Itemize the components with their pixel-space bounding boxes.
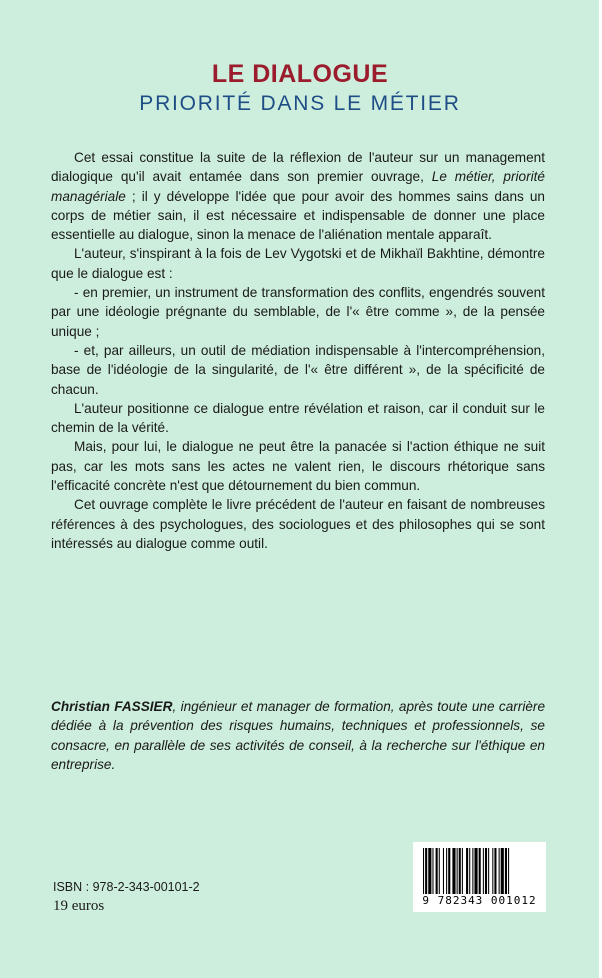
barcode-stripe	[459, 848, 461, 894]
barcode-stripe	[508, 848, 509, 894]
barcode-stripe	[423, 848, 424, 894]
barcode-stripe	[457, 848, 458, 894]
barcode-stripe	[483, 848, 484, 894]
paragraph-3: - en premier, un instrument de transformation des conflits, engendrés souvent par une idéologie prégnante du semblable, de l'« être comme », de la pensée unique ;	[51, 285, 545, 339]
book-subtitle: PRIORITÉ DANS LE MÉTIER	[139, 92, 461, 115]
book-title: LE DIALOGUE	[211, 60, 389, 88]
barcode-stripe	[462, 848, 463, 894]
barcode-number: 9 782343 001012	[422, 894, 537, 907]
barcode-stripe	[492, 848, 493, 894]
barcode-stripe	[452, 848, 455, 894]
barcode-stripe	[466, 848, 468, 894]
previous-book-title: Le métier, priorité managériale	[51, 169, 545, 204]
barcode-stripe	[485, 848, 487, 894]
barcode-stripe	[446, 848, 447, 894]
barcode-stripe	[448, 848, 450, 894]
barcode-stripe	[428, 848, 431, 894]
barcode-stripe	[499, 848, 500, 894]
barcode-stripe	[443, 848, 444, 894]
paragraph-5: L'auteur positionne ce dialogue entre révélation et raison, car il conduit sur le chemin de la vérité.	[51, 400, 545, 436]
barcode-stripe	[436, 848, 438, 894]
price: 19 euros	[53, 898, 105, 914]
paragraph-1: Cet essai constitue la suite de la réflexion de l'auteur sur un management dialogique qu'il avait entamée dans son premier ouvrage, Le métier, priorité managériale ; il y développe l'idée que pour avoir des hommes sains dans un corps de métier sain, il est nécessaire et indispensable de donner une place essentielle au dialogue, sinon la menace de l'aliénation mentale apparaît.	[51, 150, 545, 243]
barcode-stripe	[439, 848, 440, 894]
barcode-stripe	[474, 848, 477, 894]
paragraph-2: L'auteur, s'inspirant à la fois de Lev Vygotski et de Mikhaïl Bakhtine, démontre que le dialogue est :	[51, 246, 545, 281]
paragraph-4: - et, par ailleurs, un outil de médiation indispensable à l'intercompréhension, base de l'idéologie de la singularité, de l'« être différent », de la spécificité de chacun.	[51, 342, 545, 397]
barcode-stripe	[472, 848, 473, 894]
isbn: ISBN : 978-2-343-00101-2	[53, 880, 200, 894]
barcode-stripe	[501, 848, 504, 894]
barcode-stripe	[469, 848, 470, 894]
barcode-stripe	[479, 848, 481, 894]
barcode-bars	[423, 848, 536, 894]
author-bio: Christian FASSIER, ingénieur et manager de formation, après toute une carrière dédiée à la prévention des risques humains, techniques et professionnels, se consacre, en parallèle de ses activités de conseil, à la recherche sur l'éthique en entreprise.	[51, 699, 545, 772]
author-name: Christian FASSIER	[51, 699, 173, 714]
paragraph-6: Mais, pour lui, le dialogue ne peut être la panacée si l'action éthique ne suit pas, car les mots sans les actes ne valent rien, le discours rhétorique sans l'efficacité concrète n'est que détournement du bien commun.	[51, 439, 545, 494]
paragraph-7: Cet ouvrage complète le livre précédent de l'auteur en faisant de nombreuses références à des psychologues, des sociologues et des philosophes qui se sont intéressés au dialogue comme outil.	[51, 497, 545, 551]
barcode-stripe	[432, 848, 433, 894]
barcode-stripe	[505, 848, 507, 894]
back-cover-blurb	[51, 148, 545, 553]
barcode	[413, 842, 546, 912]
barcode-stripe	[488, 848, 489, 894]
barcode-stripe	[425, 848, 427, 894]
barcode-stripe	[494, 848, 496, 894]
